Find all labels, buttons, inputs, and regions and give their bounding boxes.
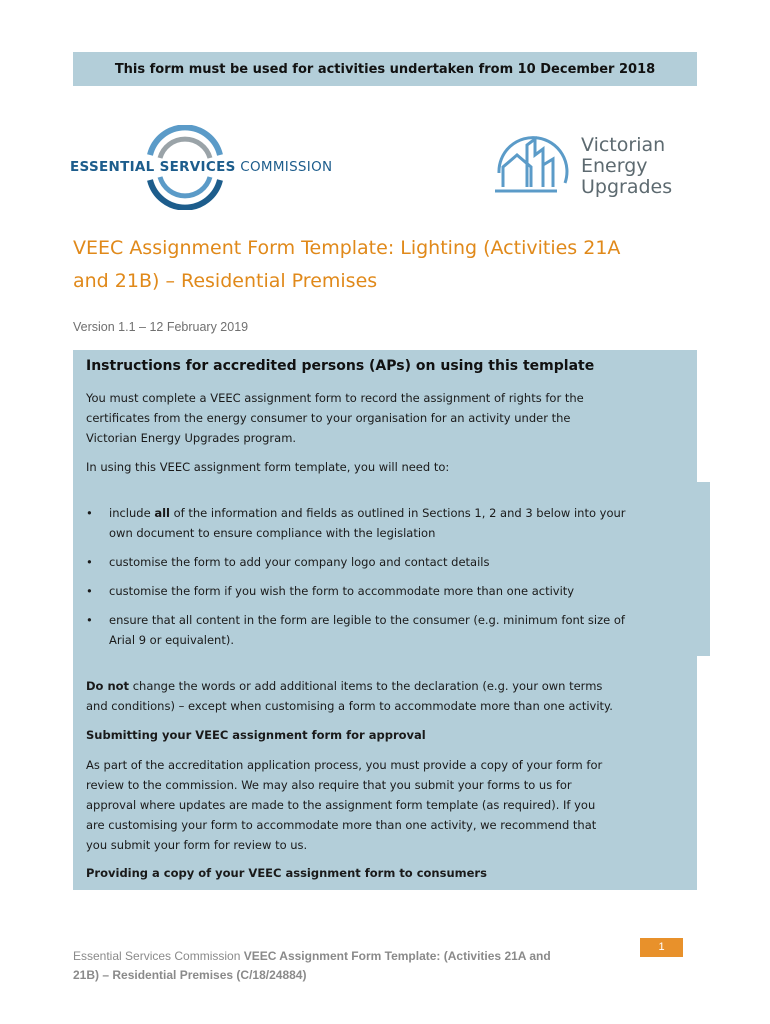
veu-logo (487, 125, 697, 210)
version-text: Version 1.1 – 12 February 2019 (73, 320, 249, 334)
text-line: you submit your form for review to us. (86, 838, 308, 852)
esc-wordmark (70, 159, 332, 175)
text-line: ensure that all content in the form are legible to the consumer (e.g. minimum font size of (109, 613, 625, 627)
instructions-paragraph-2: In using this VEEC assignment form template, you will need to: (86, 460, 450, 474)
subheading-providing-copy: Providing a copy of your VEEC assignment form to consumers (86, 866, 487, 880)
veu-wordmark-line1: Victorian (581, 134, 666, 156)
document-title-line1: VEEC Assignment Form Template: Lighting (Activities 21A (73, 237, 621, 259)
footer-doc-title-line2: 21B) – Residential Premises (C/18/24884) (73, 968, 307, 982)
veu-wordmark-line3: Upgrades (581, 176, 673, 198)
esc-wordmark-bold: ESSENTIAL SERVICES (70, 159, 236, 175)
text-bold: Do not (86, 679, 130, 693)
document-title (73, 232, 713, 298)
instructions-paragraph-1 (86, 388, 686, 448)
text-line: own document to ensure compliance with the legislation (109, 526, 436, 540)
text-line: review to the commission. We may also require that you submit your forms to us for (86, 778, 572, 792)
text-line: As part of the accreditation application process, you must provide a copy of your form for (86, 758, 603, 772)
document-title-line2: and 21B) – Residential Premises (73, 270, 378, 292)
instructions-paragraph-4 (86, 755, 686, 855)
footer-doc-title: VEEC Assignment Form Template: (Activities 21A and (243, 949, 551, 963)
page-number-badge: 1 (640, 938, 683, 957)
date-banner: This form must be used for activities undertaken from 10 December 2018 (73, 52, 697, 86)
text-run: change the words or add additional items to the declaration (e.g. your own terms (129, 679, 603, 693)
esc-wordmark-light: COMMISSION (240, 159, 333, 175)
subheading-submitting: Submitting your VEEC assignment form for approval (86, 728, 426, 742)
bullet-dot: • (86, 555, 93, 569)
bullet-text: customise the form to add your company logo and contact details (109, 555, 490, 569)
footer-org: Essential Services Commission (73, 949, 244, 963)
text-run: of the information and fields as outlined in Sections 1, 2 and 3 below into your (169, 506, 626, 520)
text-line: Arial 9 or equivalent). (109, 633, 235, 647)
house-city-icon (487, 125, 577, 210)
bullet-dot: • (86, 584, 93, 598)
text-run: include (109, 506, 155, 520)
text-bold: all (154, 506, 170, 520)
bullet-dot: • (86, 613, 93, 627)
veu-wordmark (581, 135, 672, 198)
text-line: certificates from the energy consumer to your organisation for an activity under the (86, 411, 571, 425)
text-line: and conditions) – except when customising a form to accommodate more than one activity. (86, 699, 613, 713)
instructions-box (73, 350, 697, 890)
text-line: are customising your form to accommodate more than one activity, we recommend that (86, 818, 597, 832)
bullet-dot: • (86, 506, 93, 520)
esc-logo (70, 125, 360, 210)
veu-wordmark-line2: Energy (581, 155, 648, 177)
page-footer (73, 947, 673, 985)
instructions-paragraph-3 (86, 676, 686, 716)
text-line: Victorian Energy Upgrades program. (86, 431, 297, 445)
bullet-text: customise the form if you wish the form to accommodate more than one activity (109, 584, 575, 598)
text-line: You must complete a VEEC assignment form to record the assignment of rights for the (86, 391, 584, 405)
instructions-heading: Instructions for accredited persons (APs) on using this template (86, 358, 595, 374)
text-line: approval where updates are made to the assignment form template (as required). If you (86, 798, 596, 812)
